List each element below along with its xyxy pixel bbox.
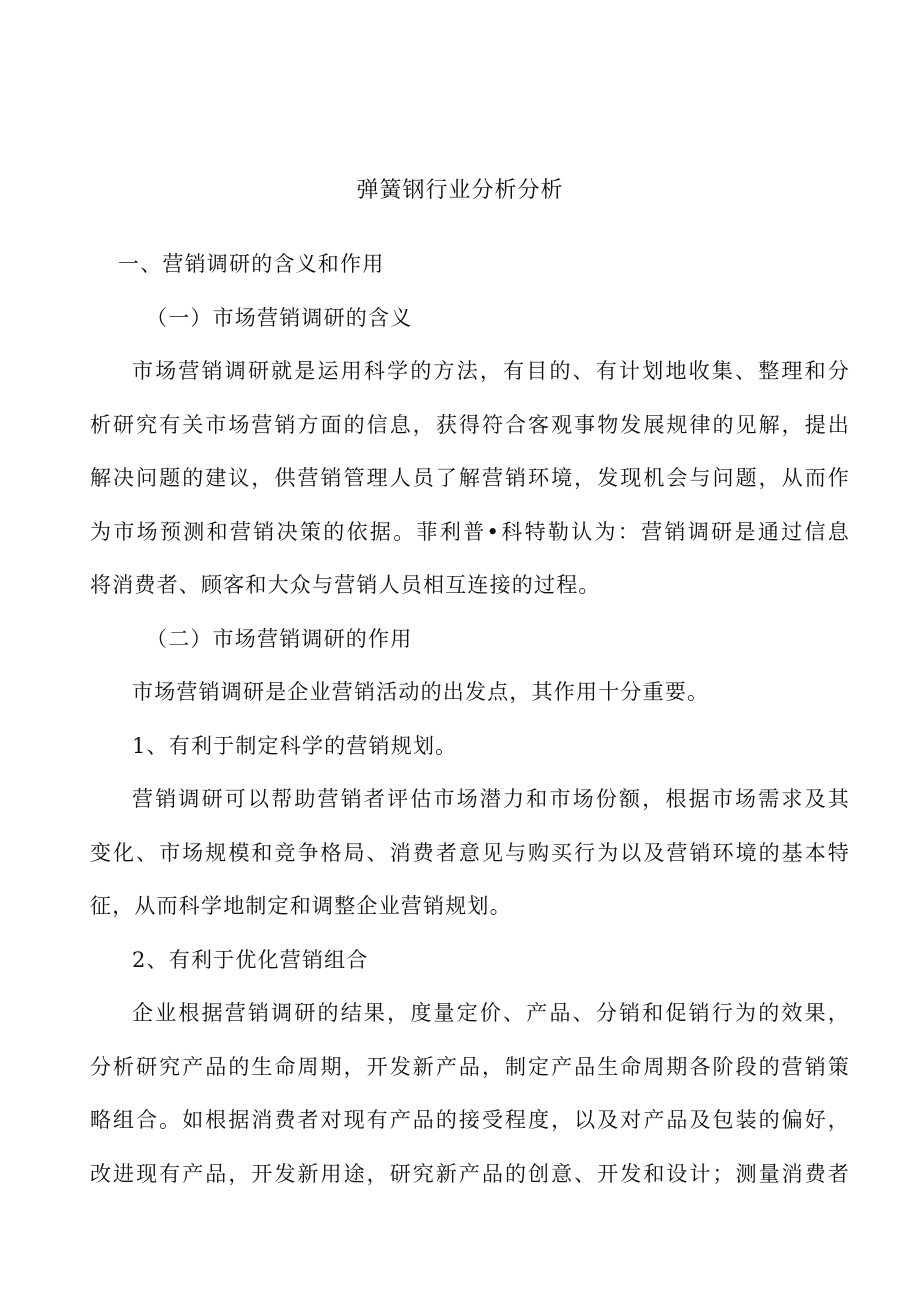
paragraph-1-line-2: 析研究有关市场营销方面的信息，获得符合客观事物发展规律的见解，提出 [90, 412, 850, 437]
section-heading-1: 一、营销调研的含义和作用 [118, 252, 385, 276]
subsection-heading-2: （二）市场营销调研的作用 [146, 626, 413, 651]
list-item-1: 1、有利于制定科学的营销规划。 [132, 733, 458, 758]
paragraph-4-line-3: 略组合。如根据消费者对现有产品的接受程度，以及对产品及包装的偏好， [90, 1108, 850, 1132]
paragraph-3-line-1: 营销调研可以帮助营销者评估市场潜力和市场份额，根据市场需求及其 [132, 787, 850, 811]
paragraph-1-line-3: 解决问题的建议，供营销管理人员了解营销环境，发现机会与问题，从而作 [90, 466, 850, 490]
paragraph-3-line-2: 变化、市场规模和竞争格局、消费者意见与购买行为以及营销环境的基本特 [90, 840, 850, 865]
subsection-heading-1: （一）市场营销调研的含义 [146, 305, 413, 330]
list-item-2: 2、有利于优化营销组合 [132, 947, 369, 972]
paragraph-2: 市场营销调研是企业营销活动的出发点，其作用十分重要。 [132, 680, 710, 704]
document-body [90, 238, 850, 1201]
paragraph-4-line-2: 分析研究产品的生命周期，开发新产品，制定产品生命周期各阶段的营销策 [90, 1054, 850, 1079]
paragraph-4-line-1: 企业根据营销调研的结果，度量定价、产品、分销和促销行为的效果， [132, 1001, 850, 1025]
paragraph-3-line-3: 征，从而科学地制定和调整企业营销规划。 [90, 894, 512, 918]
paragraph-4-line-4: 改进现有产品，开发新用途，研究新产品的创意、开发和设计；测量消费者 [90, 1161, 850, 1186]
paragraph-1-line-5: 将消费者、顾客和大众与营销人员相互连接的过程。 [90, 573, 601, 597]
paragraph-1-line-4: 为市场预测和营销决策的依据。菲利普•科特勒认为：营销调研是通过信息 [90, 519, 850, 544]
document-title: 弹簧钢行业分析分析 [356, 178, 564, 203]
paragraph-1-line-1: 市场营销调研就是运用科学的方法，有目的、有计划地收集、整理和分 [132, 359, 850, 383]
